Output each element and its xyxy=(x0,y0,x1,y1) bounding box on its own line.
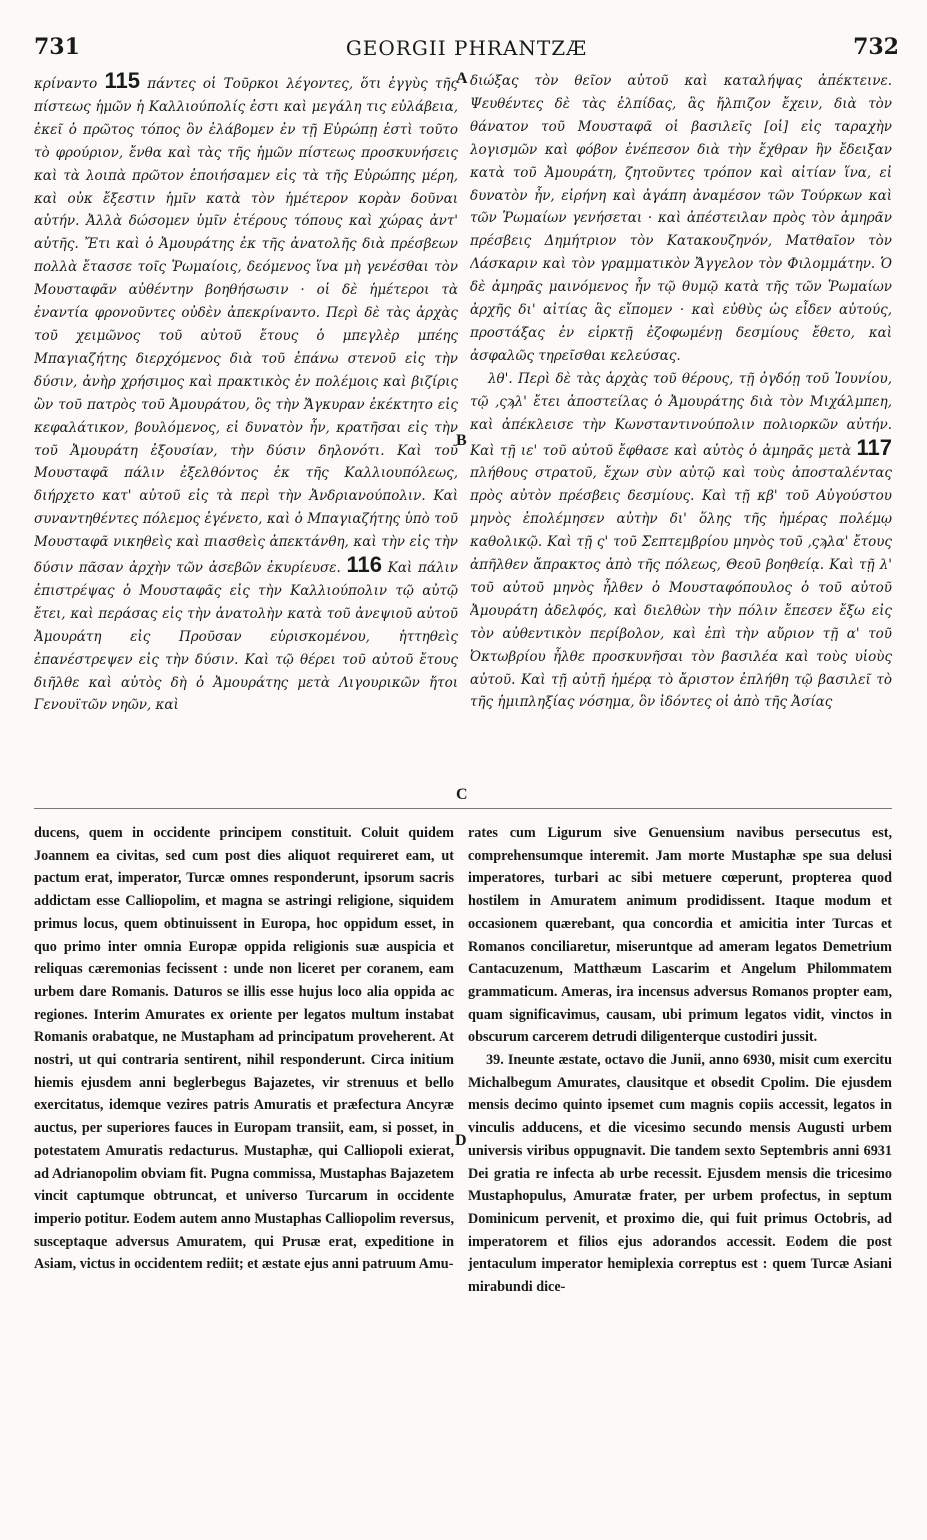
greek-right-text-b: πλήθους στρατοῦ, ἔχων σὺν αὐτῷ καὶ τοὺς ἀποσταλέντας πρὸς αὐτὸν πρέσβεις δεσμίους. Καὶ τῇ κβ' τοῦ Αὐγούστου μηνὸς ἐπολέμησεν αὐτὴν δι' ὅλης τῆς ἡμέρας πολέμῳ καθολικῷ. Καὶ τῇ ς' τοῦ Σεπτεμβρίου μηνὸς τοῦ ‚ςϡλα' ἔτους ἀπῆλθεν ἄπρακτος ἀπὸ τῆς πόλεως, Θεοῦ βοηθείᾳ. Καὶ τῇ λ' τοῦ αὐτοῦ μηνὸς ἦλθεν ὁ Μουσταφόπουλος ὁ τοῦ αὐτοῦ Ἀμουράτη ἀδελφός, καὶ διελθὼν τὴν πόλιν ἔπεσεν ἔξω εἰς τὸν αὐθεντικὸν περίβολον, καὶ ἐπὶ τὴν αὔριον τῇ α' τοῦ Ὀκτωβρίου ἦλθε προσκυνῆσαι τὸν βασιλέα καὶ τοὺς υἱοὺς αὐτοῦ. Καὶ τῇ αὐτῇ ἡμέρᾳ τὸ ἄριστον ἐπλήθη τῷ βασιλεῖ τὸ τῆς ἡμιπληξίας νόσημα, ὃν ἰδόντες οἱ ἀπὸ τῆς Ἀσίας xyxy=(470,465,892,711)
margin-letter-b: B xyxy=(456,432,467,449)
running-title: GEORGII PHRANTZÆ xyxy=(345,36,588,60)
greek-left-text-a: κρίναντο xyxy=(34,76,98,92)
greek-left-paragraph-1 xyxy=(34,70,458,717)
latin-column-left xyxy=(34,822,454,1522)
greek-column-right xyxy=(470,70,892,805)
latin-column-right xyxy=(468,822,892,1522)
greek-right-paragraph-1: διώξας τὸν θεῖον αὐτοῦ καὶ καταλήψας ἀπέκτεινε. Ψευθέντες δὲ τὰς ἐλπίδας, ἃς ἤλπιζον ἔχειν, διὰ τὸν θάνατον τοῦ Μουσταφᾶ οἱ βασιλεῖς [οἱ] εἰς ταραχὴν λογισμῶν καὶ φόβον ἐνέπεσον διὰ τὴν ἔχθραν ἣν ἔδειξαν κατὰ τοῦ Ἀμουράτη, ζητοῦντες τρόπον καὶ αἰτίαν ἵνα, εἰ δυνατὸν ἦν, εἰρήνη καὶ ἀγάπη ἀναμέσον τῶν Τούρκων καὶ τῶν Ῥωμαίων γενήσεται · καὶ ἀπέστειλαν πρὸς τὸν ἀμηρᾶν πρέσβεις Δημήτριον τὸν Κατακουζηνόν, Ματθαῖον τὸν Λάσκαριν καὶ τὸν γραμματικὸν Ἄγγελον τὸν Φιλομμάτην. Ὁ δὲ ἀμηρᾶς μαινόμενος ἦν τῷ θυμῷ κατὰ τῆς τῶν Ῥωμαίων ἀρχῆς δι' αἰτίας ἃς εἴπομεν · καὶ εὐθὺς ὡς εἶδεν αὐτούς, προστάξας ἐν εἱρκτῇ ἐζοφωμένῃ δεσμίους ἔθετο, καὶ ἀσφαλῶς τηρεῖσθαι κελεύσας. xyxy=(470,73,892,364)
greek-right-text-a: λθ'. Περὶ δὲ τὰς ἀρχὰς τοῦ θέρους, τῇ ὀγδόῃ τοῦ Ἰουνίου, τῷ ‚ςϡλ' ἔτει ἀποστείλας ὁ Ἀμουράτης διὰ τὸν Μιχάλμπεη, καὶ ἀπέκλεισε τὴν Κωνσταντινούπολιν πολιορκῶν αὐτήν. Καὶ τῇ ιε' τοῦ αὐτοῦ ἔφθασε καὶ αὐτὸς ὁ ἀμηρᾶς μετὰ xyxy=(470,370,892,459)
greek-left-text-c: Καὶ πάλιν ἐπιστρέψας ὁ Μουσταφᾶς εἰς τὴν Καλλιούπολιν τῷ αὐτῷ ἔτει, καὶ περάσας εἰς τὴν ἀνατολὴν κατὰ τοῦ ἀνεψιοῦ αὐτοῦ Ἀμουράτη εἰς Προῦσαν εὑρισκομένου, ἡττηθεὶς ἐπανέστρεψεν εἰς τὴν δύσιν. Καὶ τῷ θέρει τοῦ αὐτοῦ ἔτους διῆλθε καὶ αὐτὸς δὴ ὁ Ἀμουράτης μετὰ Λιγουρικῶν ἤτοι Γενουϊτῶν νηῶν, καὶ xyxy=(34,560,458,714)
greek-right-paragraph-2 xyxy=(470,368,892,715)
latin-right-paragraph-1: rates cum Ligurum sive Genuensium navibus persecutus est, comprehensumque interemit. Jam morte Mustaphæ spe sua delusi imperatores, turbari ac sibi metuere cœperunt, propterea quod hostilem in Amuratem animum prodidissent. Itaque modum et occasionem quærebant, qua concordia et amicitia inter Turcas et Romanos conciliaretur, miseruntque ad ameram legatos Demetrium Cantacuzenum, Matthæum Lascarim et Angelum Philommatem grammaticum. Ameras, ira incensus adversus Romanos propter eam, quam significavimus, causam, ubi primum legatos vidit, vinctos in obscurum carcerem detrudi diligenterque custodiri jussit. xyxy=(468,825,892,1046)
margin-letter-a: A xyxy=(456,70,468,87)
column-divider xyxy=(34,808,892,809)
latin-right-paragraph-2: 39. Ineunte æstate, octavo die Junii, anno 6930, misit cum exercitu Michalbegum Amurates, clausitque et obsedit Cpolim. Die ejusdem mensis decimo quinto ipsemet cum magnis copiis accessit, legatos in vinculis adducens, et die vicesimo secundo mensis Augusti urbem universis viribus oppugnavit. Die tandem sexto Septembris anni 6931 Dei gratia re infecta ab urbe recessit. Ejusdem mensis die tricesimo Mustaphopulus, Amuratæ frater, per urbem profectus, in septum Dominicum pervenit, et proximo die, qui fuit primus Octobris, ad imperatorem et filios ejus adorandos accessit. Eodem die post jentaculum imperator hemiplexia correptus est : quem Turcæ Asiani mirabundi dice- xyxy=(468,1052,892,1296)
section-marker-115: 115 xyxy=(104,70,140,93)
margin-letter-d: D xyxy=(455,1132,467,1149)
section-marker-116: 116 xyxy=(346,552,382,578)
page-number-right: 732 xyxy=(853,34,899,60)
latin-left-paragraph: ducens, quem in occidente principem constituit. Coluit quidem Joannem ea civitas, sed cum post dies aliquot requireret eam, ut pactum erat, imperator, Turcæ omnes responderunt, ipsorum sacris addictam esse Calliopolim, et magna se astringi religione, siquidem primus locus, quem obtinuissent in Europa, hoc oppidum esset, in quo primo inter omnia Europæ oppida religionis suæ auspicia et reliquas cæremonias fecissent : unde non liceret per coranem, eam urbem dare Romanis. Daturos se illis esse hujus loco alia oppida ac regiones. Interim Amurates ex oriente per legatos multum instabat Romanis orabatque, ne Mustapham ad principatum proveherent. At nostri, ut qui contraria sentirent, nihil responderunt. Circa initium hiemis ejusdem anni beglerbegus Bajazetes, vir strenuus et bello exercitatus, idemque vezires patris Amuratis et præfectura Ancyræ auctus, per superiores fauces in Europam transiit, eam, si posset, in potestatem Amuratis redacturus. Mustaphæ, qui Calliopoli exierat, ad Adrianopolim obviam fit. Pugna commissa, Mustaphas Bajazetem vincit captumque obtruncat, et universo Turcarum in occidente imperio potitur. Eodem autem anno Mustaphas Calliopolim reversus, susceptaque adversus Amuratem, qui Prusæ erat, expeditione in Asiam, victus in occidentem rediit; et æstate ejus anni patruum Amu- xyxy=(34,825,454,1273)
section-marker-117: 117 xyxy=(856,434,892,460)
margin-letter-c: C xyxy=(456,786,468,803)
page-header xyxy=(34,34,899,64)
greek-column-left xyxy=(34,70,458,805)
page-number-left: 731 xyxy=(34,34,80,60)
greek-left-text-b: πάντες οἱ Τοῦρκοι λέγοντες, ὅτι ἐγγὺς τῆς πίστεως ἡμῶν ἡ Καλλιούπολίς ἐστι καὶ μεγάλη τις εὐλάβεια, ἐκεῖ ὁ πρῶτος τόπος ὃν ἐλάβομεν ἐν τῇ Εὐρώπῃ ἐστὶ τοῦτο τὸ φρούριον, ἔνθα καὶ τὰς τῆς ἡμῶν πίστεως προσκυνήσεις καὶ τὰ λοιπὰ πρῶτον ἐποιήσαμεν εἰς τὰ τῆς Εὐρώπης μέρη, καὶ οὐκ ἔξεστιν ἡμῖν κατὰ τὸν ἡμέτερον κορὰν δοῦναι αὐτήν. Ἀλλὰ δώσομεν ὑμῖν ἑτέρους τόπους καὶ χώρας ἀντ' αὐτῆς. Ἔτι καὶ ὁ Ἀμουράτης ἐκ τῆς ἀνατολῆς διὰ πρέσβεων πολλὰ ἔτασσε τοῖς Ῥωμαίοις, δεόμενος ἵνα μὴ γενέσθαι τὸν Μουσταφᾶν αὐθέντην βοηθήσωσιν · οἱ δὲ ἡμέτεροι τὰ ἐναντία φρονοῦντες οὐδὲν ἀπεκρίναντο. Περὶ δὲ τὰς ἀρχὰς τοῦ χειμῶνος τοῦ αὐτοῦ ἔτους ὁ μπεγλὲρ μπέης Μπαγιαζήτης διερχόμενος διὰ τοῦ ἐπάνω στενοῦ εἰς τὴν δύσιν, ἀνὴρ χρήσιμος καὶ πρακτικὸς ἐν πολέμοις καὶ βιζίρις ὢν τοῦ πατρὸς τοῦ Ἀμουράτου, ὃς τὴν Ἄγκυραν ἐκέκτητο εἰς κεφαλάτικον, βουλόμενος, εἰ δυνατὸν ἦν, κρατῆσαι εἰς τὴν τοῦ Ἀμουράτη ἐξουσίαν, τὴν δύσιν δηλονότι. Καὶ τοῦ Μουσταφᾶ πάλιν ἐξελθόντος ἐκ τῆς Καλλιουπόλεως, διήρχετο κατ' αὐτοῦ εἰς τὰ περὶ τὴν Ἀνδριανούπολιν. Καὶ συναντηθέντες πόλεμος ἐγένετο, καὶ ὁ Μπαγιαζήτης ὑπὸ τοῦ Μουσταφᾶ νικηθεὶς καὶ πιασθεὶς ἀπεκτάνθη, καὶ τὴν εἰς τὴν δύσιν πᾶσαν ἀρχὴν τῶν ἀσεβῶν ἐκυρίευσε. xyxy=(34,76,458,577)
